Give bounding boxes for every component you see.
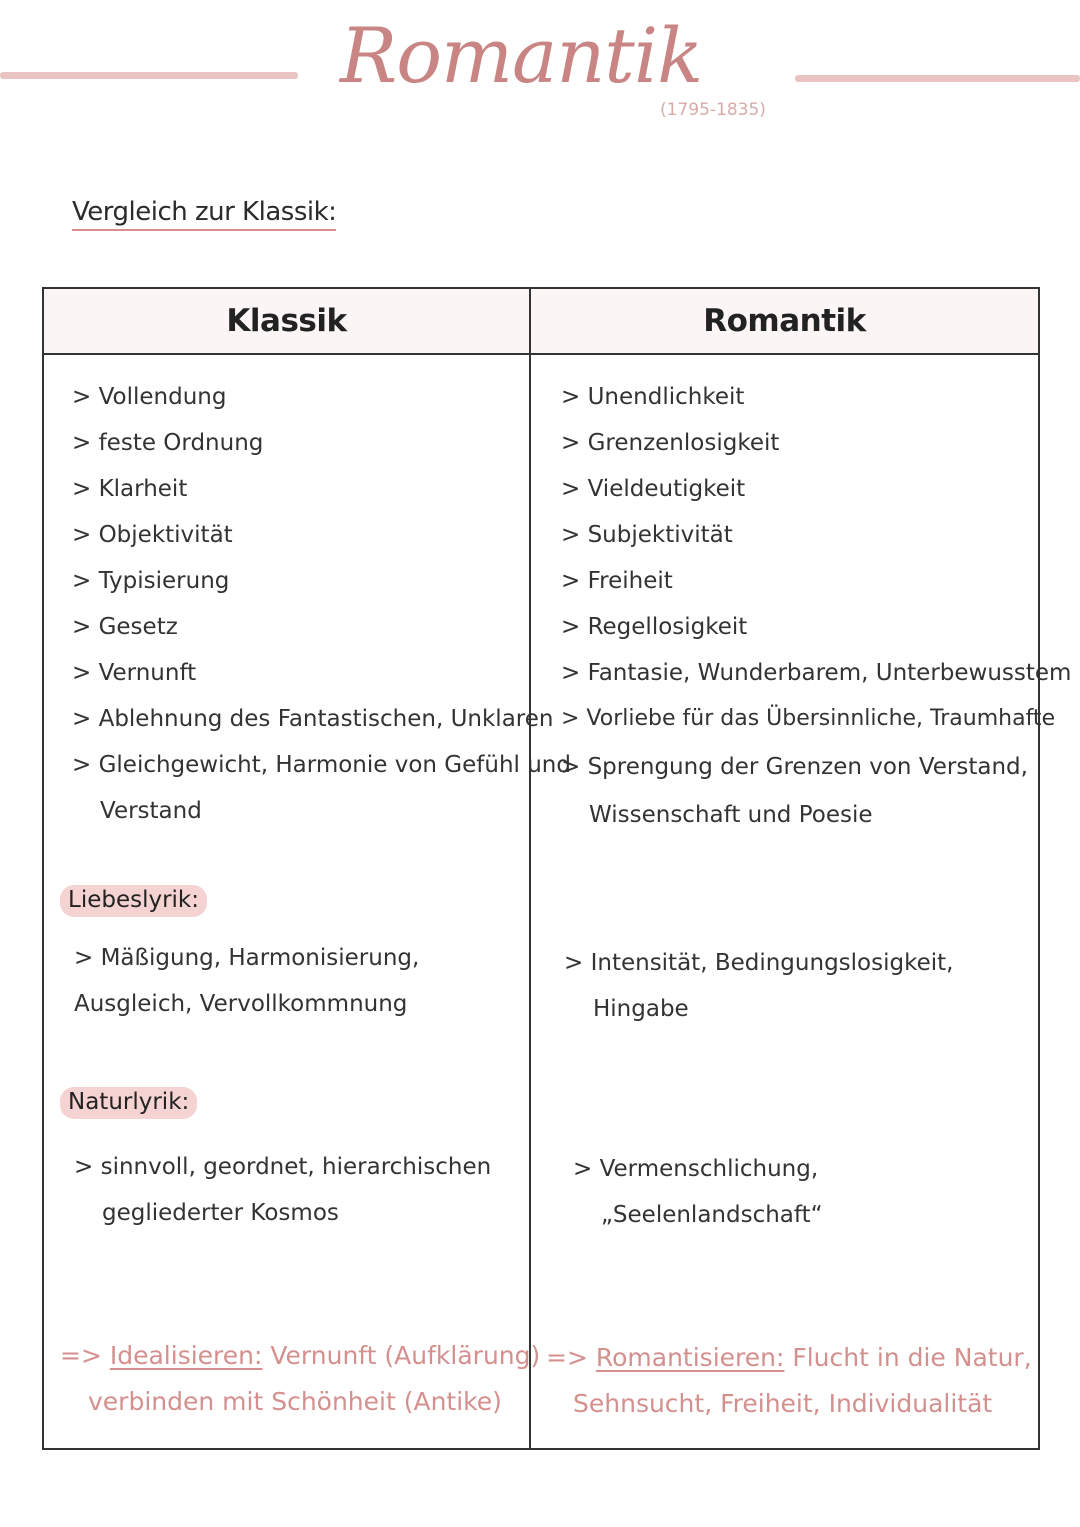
klassik-item: > Objektivität — [72, 522, 233, 548]
table-header-row — [44, 289, 1038, 355]
romantik-item: Wissenschaft und Poesie — [589, 802, 873, 828]
conclusion-klassik-line2: verbinden mit Schönheit (Antike) — [88, 1387, 502, 1416]
liebeslyrik-label: Liebeslyrik: — [60, 885, 207, 917]
naturlyrik-label: Naturlyrik: — [60, 1087, 197, 1119]
conclusion-romantik-line1 — [546, 1343, 1032, 1373]
conclusion-keyword-idealisieren: Idealisieren: — [109, 1341, 263, 1370]
conclusion-keyword-romantisieren: Romantisieren: — [595, 1343, 785, 1372]
conclusion-arrow: => — [546, 1343, 588, 1372]
klassik-item: > Vernunft — [72, 660, 197, 686]
comparison-table — [42, 287, 1072, 1450]
liebeslyrik-klassik: Ausgleich, Vervollkommnung — [74, 991, 408, 1017]
title-rule-right — [795, 75, 1080, 82]
conclusion-text: Flucht in die Natur, — [792, 1343, 1032, 1372]
klassik-item: > feste Ordnung — [72, 430, 264, 456]
romantik-item: > Vorliebe für das Übersinnliche, Traumhafte — [561, 706, 1056, 731]
conclusion-klassik-line1 — [60, 1341, 540, 1371]
page-title: Romantik — [340, 11, 703, 100]
naturlyrik-klassik: > sinnvoll, geordnet, hierarchischen — [74, 1154, 492, 1180]
klassik-item: Verstand — [100, 798, 202, 824]
naturlyrik-klassik: gegliederter Kosmos — [102, 1200, 339, 1226]
liebeslyrik-romantik: > Intensität, Bedingungslosigkeit, — [564, 950, 954, 976]
naturlyrik-romantik: „Seelenlandschaft“ — [601, 1202, 823, 1228]
romantik-item: > Subjektivität — [561, 522, 733, 548]
period-years: (1795-1835) — [660, 100, 766, 120]
liebeslyrik-klassik: > Mäßigung, Harmonisierung, — [74, 945, 420, 971]
klassik-item: > Ablehnung des Fantastischen, Unklaren — [72, 706, 554, 732]
liebeslyrik-romantik: Hingabe — [593, 996, 689, 1022]
romantik-item: > Fantasie, Wunderbarem, Unterbewusstem — [561, 660, 1072, 686]
conclusion-text: Vernunft (Aufklärung) — [270, 1341, 541, 1370]
column-header-romantik: Romantik — [703, 303, 866, 339]
romantik-item: > Sprengung der Grenzen von Verstand, — [561, 754, 1028, 780]
romantik-item: > Vieldeutigkeit — [561, 476, 746, 502]
conclusion-romantik-line2: Sehnsucht, Freiheit, Individualität — [573, 1389, 993, 1418]
romantik-item: > Regellosigkeit — [561, 614, 748, 640]
column-header-klassik: Klassik — [226, 303, 347, 339]
klassik-item: > Gleichgewicht, Harmonie von Gefühl und — [72, 752, 571, 778]
title-rule-left — [0, 72, 298, 79]
klassik-item: > Typisierung — [72, 568, 230, 594]
column-divider — [529, 289, 531, 1448]
conclusion-arrow: => — [60, 1341, 102, 1370]
romantik-item: > Unendlichkeit — [561, 384, 745, 410]
klassik-item: > Vollendung — [72, 384, 227, 410]
romantik-item: > Freiheit — [561, 568, 673, 594]
romantik-item: > Grenzenlosigkeit — [561, 430, 780, 456]
klassik-item: > Gesetz — [72, 614, 178, 640]
compare-heading: Vergleich zur Klassik: — [72, 198, 336, 231]
naturlyrik-romantik: > Vermenschlichung, — [573, 1156, 819, 1182]
klassik-item: > Klarheit — [72, 476, 188, 502]
